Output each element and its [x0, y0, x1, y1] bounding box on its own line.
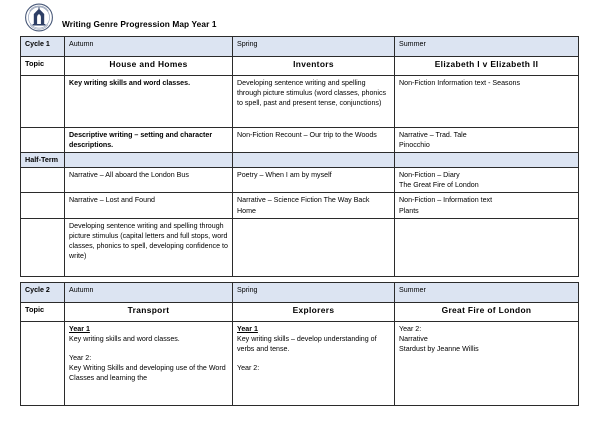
cycle2-content-autumn — [65, 322, 233, 406]
cycle2-content-summer — [395, 322, 579, 406]
cycle1-col-summer: Summer — [395, 37, 579, 57]
cycle1-row4-spring — [233, 218, 395, 276]
cycle1-topic-spring: Inventors — [233, 57, 395, 76]
cycle2-topic-summer: Great Fire of London — [395, 303, 579, 322]
autumn-year2-heading: Year 2: — [69, 354, 92, 363]
half-term-label: Half-Term — [21, 153, 65, 168]
summer-year2-heading: Year 2: — [399, 325, 422, 333]
document-header — [0, 0, 600, 34]
cycle1-col-autumn: Autumn — [65, 37, 233, 57]
cycle1-row2-summer: Non-Fiction – Diary The Great Fire of London — [395, 168, 579, 193]
cycle1-row0-autumn: Key writing skills and word classes. — [65, 76, 233, 128]
cycle2-topic-autumn: Transport — [65, 303, 233, 322]
cycle2-col-spring: Spring — [233, 283, 395, 303]
cycle1-row1-summer: Narrative – Trad. Tale Pinocchio — [395, 128, 579, 153]
cycle2-header-row — [21, 283, 579, 303]
cycle1-topic-label: Topic — [21, 57, 65, 76]
cycle2-label: Cycle 2 — [21, 283, 65, 303]
cycle2-topic-label: Topic — [21, 303, 65, 322]
school-crest-icon — [24, 3, 54, 32]
cycle2-topic-spring: Explorers — [233, 303, 395, 322]
table-row — [21, 193, 579, 218]
cycle2-topic-row — [21, 303, 579, 322]
cycle1-label: Cycle 1 — [21, 37, 65, 57]
half-term-summer — [395, 153, 579, 168]
spacer — [69, 344, 228, 353]
cycle2-content-spring — [233, 322, 395, 406]
cycle2-col-summer: Summer — [395, 283, 579, 303]
page-title: Writing Genre Progression Map Year 1 — [62, 19, 217, 29]
table-row — [21, 322, 579, 406]
spring-year1-text: Key writing skills – develop understanding of verbs and tense. — [237, 335, 377, 354]
cycle1-header-row — [21, 37, 579, 57]
half-term-spring — [233, 153, 395, 168]
cycle1-row3-spring: Narrative – Science Fiction The Way Back Home — [233, 193, 395, 218]
cycle2-col-autumn: Autumn — [65, 283, 233, 303]
cycle1-topic-row — [21, 57, 579, 76]
half-term-autumn — [65, 153, 233, 168]
autumn-year1-text: Key writing skills and word classes. — [69, 335, 180, 344]
summer-year2-text: Narrative Stardust by Jeanne Willis — [399, 335, 479, 354]
cycle1-table — [20, 36, 579, 277]
cycle1-col-spring: Spring — [233, 37, 395, 57]
autumn-year2-text: Key Writing Skills and developing use of the Word Classes and learning the — [69, 364, 226, 383]
cycle1-row4-summer — [395, 218, 579, 276]
cycle1-topic-autumn: House and Homes — [65, 57, 233, 76]
cycle1-row1-autumn: Descriptive writing – setting and character descriptions. — [65, 128, 233, 153]
cycle2-table — [20, 282, 579, 406]
cycle1-row3-autumn: Narrative – Lost and Found — [65, 193, 233, 218]
cycle1-row2-autumn: Narrative – All aboard the London Bus — [65, 168, 233, 193]
spacer — [237, 354, 390, 363]
table-row — [21, 128, 579, 153]
cycle1-row2-spring: Poetry – When I am by myself — [233, 168, 395, 193]
table-row — [21, 168, 579, 193]
cycle1-topic-summer: Elizabeth I v Elizabeth II — [395, 57, 579, 76]
cycle1-row1-label — [21, 128, 65, 153]
cycle1-row1-spring: Non-Fiction Recount – Our trip to the Woods — [233, 128, 395, 153]
cycle1-row0-label — [21, 76, 65, 128]
cycle1-row3-summer: Non-Fiction – Information text Plants — [395, 193, 579, 218]
table-row — [21, 218, 579, 276]
cycle1-row2-label — [21, 168, 65, 193]
cycle1-half-term-row — [21, 153, 579, 168]
cycle1-row4-label — [21, 218, 65, 276]
cycle1-row0-spring: Developing sentence writing and spelling through picture stimulus (word classes, phonics to spell, past and present tense, conjunctions) — [233, 76, 395, 128]
cycle1-row0-summer: Non-Fiction Information text - Seasons — [395, 76, 579, 128]
autumn-year1-heading: Year 1 — [69, 325, 90, 333]
spring-year2-heading: Year 2: — [237, 364, 260, 373]
spring-year1-heading: Year 1 — [237, 325, 258, 333]
table-row — [21, 76, 579, 128]
cycle1-row3-label — [21, 193, 65, 218]
cycle2-content-label — [21, 322, 65, 406]
cycle1-row4-autumn: Developing sentence writing and spelling through picture stimulus (capital letters and full stops, word classes, phonics to spell, developing confidence to write) — [65, 218, 233, 276]
